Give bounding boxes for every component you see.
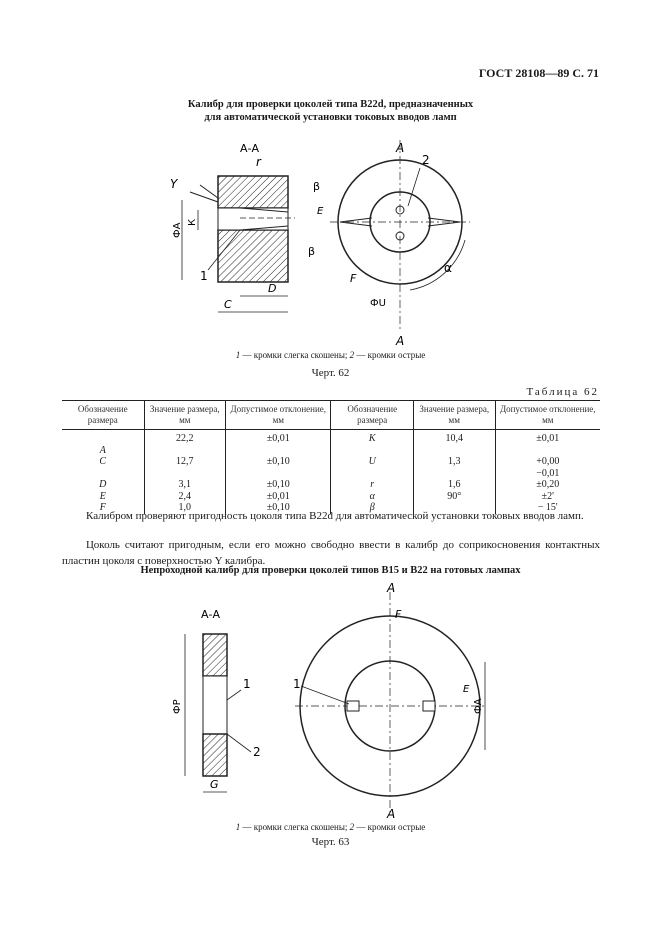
table-row: C 12,7 ±0,10 U 1,3 +0,00 <box>62 456 600 468</box>
label-1: 1 <box>200 269 208 283</box>
arrow-top-63: A <box>387 582 396 595</box>
section-bottom <box>218 230 288 282</box>
label-alpha: α <box>444 261 452 275</box>
section-arrow-label: A <box>396 334 405 348</box>
table-row: F 1,0 ±0,10 β − 15' <box>62 502 600 514</box>
figure-title-63: Непроходной калибр для проверки цоколей типов B15 и B22 на готовых лампах <box>140 565 521 576</box>
label-2-63: 2 <box>253 745 261 759</box>
label-d: D <box>268 282 277 295</box>
label-f-63: F <box>395 608 402 621</box>
label-1-front: 1 <box>293 677 301 691</box>
ring-bottom <box>203 734 227 776</box>
header-cell: Значение размера, мм <box>413 401 495 430</box>
label-e: E <box>317 206 324 217</box>
section-top <box>218 176 288 208</box>
table-header-row <box>62 401 600 430</box>
label-r: r <box>256 155 261 169</box>
header-cell: Допустимое отклонение, мм <box>495 401 600 430</box>
figure-title-62 <box>0 98 661 124</box>
label-y: Y <box>170 177 178 191</box>
label-p: ФР <box>172 699 183 714</box>
title-line-2: для автоматической установки токовых вводов ламп <box>204 112 457 123</box>
arrow-bottom-63: A <box>387 807 396 821</box>
label-u: ФU <box>370 298 386 309</box>
ring-bore <box>203 676 227 734</box>
label-beta-2: β <box>308 245 316 258</box>
label-f: F <box>350 272 357 285</box>
section-label: А-А <box>240 142 260 155</box>
section-label-63: А-А <box>201 608 221 621</box>
table-row: E 2,4 ±0,01 α 90° ±2' <box>62 491 600 503</box>
table-row: D 3,1 ±0,10 r 1,6 ±0,20 <box>62 479 600 491</box>
table-row: A <box>62 445 600 457</box>
drawing-62 <box>160 130 500 350</box>
label-e-63: E <box>463 684 470 695</box>
label-beta: β <box>313 180 321 193</box>
figure-caption-63: 1 — кромки слегка скошены; 2 — кромки острые <box>235 822 426 832</box>
figure-caption-62: 1 — кромки слегка скошены; 2 — кромки острые <box>235 350 426 360</box>
dimensions-table <box>62 400 600 514</box>
table-row: −0,01 <box>62 468 600 480</box>
title-line-1: Калибр для проверки цоколей типа B22d, предназначенных <box>187 99 474 110</box>
section-arrow-label-top: A <box>396 141 405 155</box>
paragraph-2: Цоколь считают пригодным, если его можно свободно ввести в калибр до соприкосновения контактных пластин цоколя с поверхностью Y калибра. <box>62 539 600 567</box>
header-cell: Допустимое отклонение, мм <box>226 401 331 430</box>
label-g: G <box>210 778 219 791</box>
header-cell: Обозначение размера <box>62 401 144 430</box>
drawing-63 <box>165 582 505 822</box>
header-cell: Значение размера, мм <box>144 401 226 430</box>
label-c: C <box>224 298 232 311</box>
table-row: 22,2 ±0,01 K 10,4 ±0,01 <box>62 430 600 445</box>
page-header: ГОСТ 28108—89 С. 71 <box>478 66 599 80</box>
header-cell: Обозначение размера <box>331 401 414 430</box>
table-title: Таблица 62 <box>526 386 599 398</box>
paragraph-1: Калибром проверяют пригодность цоколя типа B22d для автоматической установки токовых вводов ламп. <box>86 510 584 522</box>
label-a-63: ФА <box>473 698 484 714</box>
label-a: ФА <box>172 222 183 238</box>
figure-number-63: Черт. 63 <box>311 836 350 848</box>
label-1-63: 1 <box>243 677 251 691</box>
label-k: К <box>187 218 198 226</box>
ring-top <box>203 634 227 676</box>
label-2: 2 <box>422 153 430 167</box>
figure-number-62: Черт. 62 <box>311 367 350 379</box>
